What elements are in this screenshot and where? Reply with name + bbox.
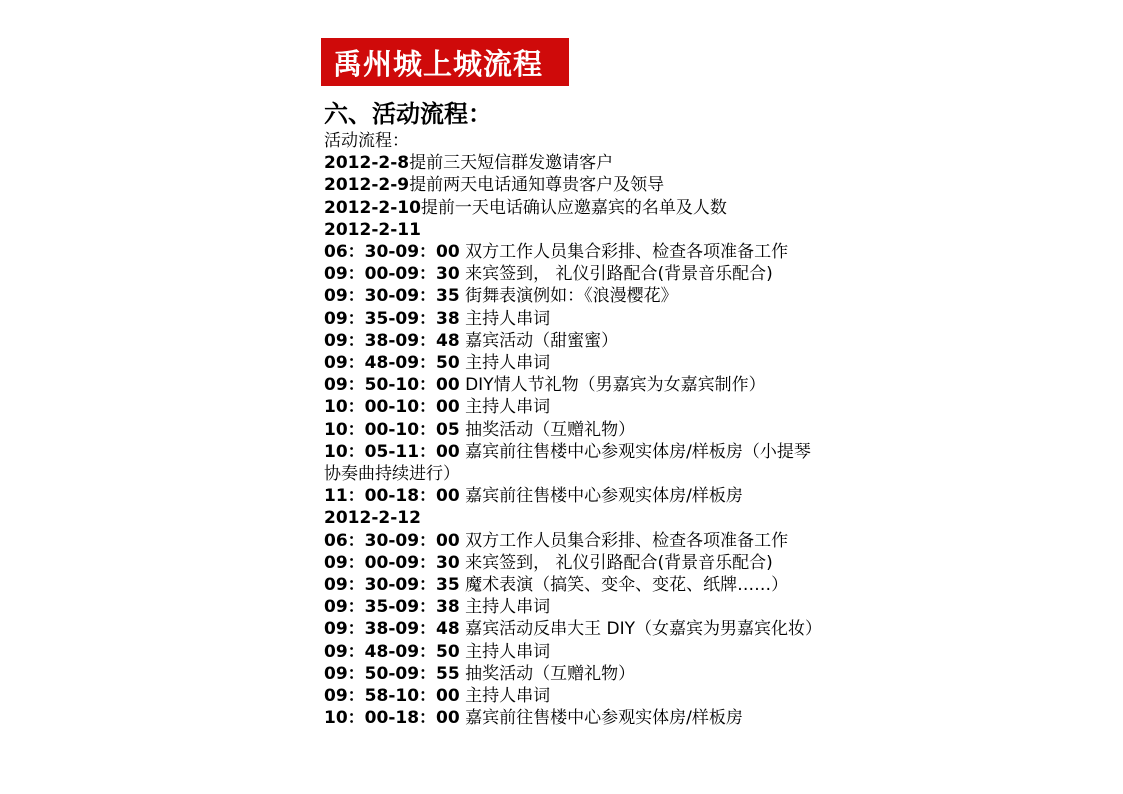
schedule-time: 09：50-09：55 <box>324 663 460 684</box>
schedule-line <box>324 596 1104 618</box>
schedule-text: 主持人串词 <box>459 353 551 374</box>
schedule-line <box>324 263 1104 285</box>
schedule-line <box>324 330 1104 352</box>
schedule-text: 魔术表演（搞笑、变伞、变花、纸牌……） <box>459 575 789 596</box>
schedule-time: 2012-2-11 <box>324 219 421 240</box>
schedule-text: 来宾签到， 礼仪引路配合(背景音乐配合) <box>459 264 773 285</box>
schedule-line <box>324 285 1104 307</box>
schedule-line <box>324 530 1104 552</box>
schedule-text: 来宾签到， 礼仪引路配合(背景音乐配合) <box>459 552 773 573</box>
schedule-text: 提前一天电话确认应邀嘉宾的名单及人数 <box>420 197 727 218</box>
page-title: 禹州城上城流程 <box>333 46 544 81</box>
schedule-time: 06：30-09：00 <box>324 530 460 551</box>
schedule-time: 10：05-11：00 <box>324 441 460 462</box>
schedule-line <box>324 685 1104 707</box>
schedule-time: 2012-2-12 <box>324 508 421 529</box>
schedule-text: 双方工作人员集合彩排、检查各项准备工作 <box>459 530 789 551</box>
schedule-time: 09：50-10：00 <box>324 375 460 396</box>
schedule-text: 街舞表演例如：《浪漫樱花》 <box>459 286 678 307</box>
schedule-list <box>324 152 1104 729</box>
schedule-line <box>324 352 1104 374</box>
schedule-time: 09：48-09：50 <box>324 641 460 662</box>
schedule-line <box>324 241 1104 263</box>
schedule-line <box>324 574 1104 596</box>
schedule-line <box>324 485 1104 507</box>
schedule-time: 09：35-09：38 <box>324 308 460 329</box>
schedule-text: 嘉宾活动（甜蜜蜜） <box>459 330 619 351</box>
schedule-text: 提前两天电话通知尊贵客户及领导 <box>409 175 665 196</box>
schedule-text: 嘉宾活动反串大王 DIY（女嘉宾为男嘉宾化妆） <box>459 619 822 640</box>
schedule-time: 10：00-10：05 <box>324 419 460 440</box>
section-intro: 活动流程： <box>324 131 409 151</box>
schedule-line <box>324 396 1104 418</box>
schedule-line <box>324 618 1104 640</box>
schedule-time: 09：38-09：48 <box>324 619 460 640</box>
schedule-text: 抽奖活动（互赠礼物） <box>459 419 636 440</box>
schedule-line <box>324 419 1104 441</box>
schedule-time: 2012-2-8 <box>324 153 410 174</box>
schedule-line <box>324 663 1104 685</box>
schedule-time: 09：58-10：00 <box>324 686 460 707</box>
schedule-line <box>324 552 1104 574</box>
schedule-text: 抽奖活动（互赠礼物） <box>459 663 636 684</box>
schedule-time: 09：30-09：35 <box>324 286 460 307</box>
schedule-line <box>324 641 1104 663</box>
schedule-text: 主持人串词 <box>459 308 551 329</box>
schedule-time: 09：48-09：50 <box>324 353 460 374</box>
schedule-text: 双方工作人员集合彩排、检查各项准备工作 <box>459 242 789 262</box>
schedule-text: 嘉宾前往售楼中心参观实体房/样板房 <box>459 486 743 507</box>
schedule-text: 主持人串词 <box>459 597 551 618</box>
schedule-time: 06：30-09：00 <box>324 242 460 262</box>
schedule-line <box>324 219 1104 241</box>
schedule-text: 协奏曲持续进行） <box>324 464 460 485</box>
schedule-line <box>324 441 1104 463</box>
schedule-text: 主持人串词 <box>459 397 551 418</box>
schedule-time: 10：00-10：00 <box>324 397 460 418</box>
schedule-line <box>324 507 1104 529</box>
schedule-line <box>324 174 1104 196</box>
schedule-time: 11：00-18：00 <box>324 486 460 507</box>
schedule-text: DIY情人节礼物（男嘉宾为女嘉宾制作） <box>459 375 766 396</box>
schedule-time: 2012-2-10 <box>324 197 421 218</box>
schedule-line <box>324 374 1104 396</box>
schedule-time: 10：00-18：00 <box>324 708 460 729</box>
schedule-text: 主持人串词 <box>459 641 551 662</box>
schedule-time: 09：00-09：30 <box>324 264 460 285</box>
schedule-line <box>324 707 1104 729</box>
section-heading: 六、活动流程： <box>324 100 492 128</box>
schedule-text: 嘉宾前往售楼中心参观实体房/样板房（小提琴 <box>459 441 811 462</box>
schedule-time: 09：38-09：48 <box>324 330 460 351</box>
document-body <box>324 98 1104 729</box>
title-banner <box>321 38 569 86</box>
schedule-text: 提前三天短信群发邀请客户 <box>409 153 614 174</box>
schedule-text: 主持人串词 <box>459 686 551 707</box>
schedule-text: 嘉宾前往售楼中心参观实体房/样板房 <box>459 708 743 729</box>
schedule-line <box>324 463 1104 485</box>
schedule-time: 09：30-09：35 <box>324 575 460 596</box>
schedule-line <box>324 197 1104 219</box>
schedule-time: 09：00-09：30 <box>324 552 460 573</box>
schedule-time: 2012-2-9 <box>324 175 410 196</box>
schedule-time: 09：35-09：38 <box>324 597 460 618</box>
schedule-line <box>324 308 1104 330</box>
schedule-line <box>324 152 1104 174</box>
